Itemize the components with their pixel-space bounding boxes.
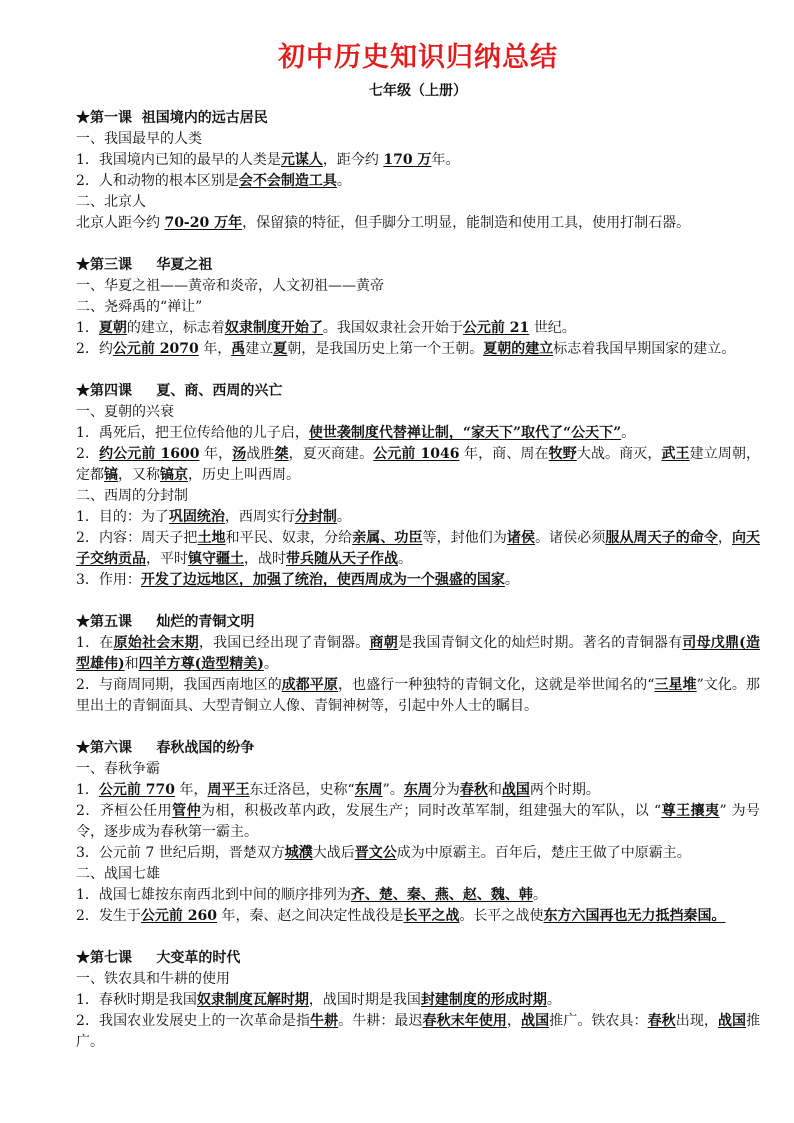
text-run: ， <box>717 530 732 546</box>
text-run: 大战。商灭， <box>576 446 662 462</box>
lesson-heading: ★第六课 春秋战国的纷争 <box>76 740 255 756</box>
text-run: 。 <box>621 425 636 441</box>
lesson-paragraph <box>76 1011 760 1053</box>
key-term: 战国 <box>717 1013 747 1029</box>
key-term: 奴隶制度开始了 <box>224 320 323 336</box>
key-term: 公元前 1046 <box>373 446 460 462</box>
text-run: ”文化。那里出土的青铜面具、大型青铜立人像、青铜神树等，引起中外人士的瞩目。 <box>76 677 760 714</box>
lesson-paragraph <box>76 276 760 297</box>
lesson-paragraph <box>76 570 760 591</box>
key-term: 管仲 <box>172 803 202 819</box>
text-run: 1．战国七雄按东南西北到中间的顺序排列为 <box>76 887 351 903</box>
key-term: 开发了边远地区，加强了统治，使西周成为一个强盛的国家 <box>140 572 505 588</box>
text-run: 一、我国最早的人类 <box>76 131 202 147</box>
document-title: 初中历史知识归纳总结 <box>278 42 558 73</box>
text-run: 和 <box>124 656 139 672</box>
text-run: 北京人距今约 <box>76 215 165 231</box>
text-run: ，我国已经出现了青铜器。 <box>198 635 370 651</box>
text-run: 年，秦、赵之间决定性战役是 <box>217 908 404 924</box>
text-run: 的建立，标志着 <box>126 320 225 336</box>
lesson-heading: ★第三课 华夏之祖 <box>76 257 213 273</box>
lesson-paragraph <box>76 633 760 675</box>
text-run: 。 <box>263 656 278 672</box>
text-run: 两个时期。 <box>529 782 600 798</box>
key-term: 四羊方尊(造型精美) <box>138 656 264 672</box>
lesson-paragraph <box>76 885 760 906</box>
text-run: 。 <box>546 992 561 1008</box>
text-run: 年， <box>198 341 232 357</box>
text-run: 为相，积极改革内政，发展生产；同时改革军制，组建强大的军队，以 “ <box>201 803 662 819</box>
text-run: 标志着我国早期国家的建立。 <box>553 341 736 357</box>
text-run: 2．约 <box>76 341 113 357</box>
lesson-paragraph <box>76 864 760 885</box>
lesson-paragraph <box>76 444 760 486</box>
key-term: 向天子交纳贡品 <box>76 530 761 567</box>
key-term: 公元前 770 <box>98 782 176 798</box>
text-run: 和平民、奴隶，分给 <box>225 530 353 546</box>
lesson-paragraph <box>76 129 760 150</box>
key-term: 亲属、功臣 <box>352 530 423 546</box>
text-run: 。 <box>336 509 351 525</box>
key-term: 东周 <box>403 782 432 798</box>
text-run: 3．公元前 7 世纪后期，晋楚双方 <box>76 845 285 861</box>
lesson-heading: ★第七课 大变革的时代 <box>76 950 241 966</box>
lesson-paragraph <box>76 402 760 423</box>
document-page <box>76 40 760 1053</box>
key-term: 公元前 2070 <box>112 341 199 357</box>
text-run: 。 <box>336 173 351 189</box>
key-term: 司母戊鼎(造型雄伟) <box>76 635 761 672</box>
lesson-paragraph <box>76 906 760 927</box>
key-term: 原始社会末期 <box>113 635 199 651</box>
text-run: 战胜 <box>246 446 275 462</box>
text-run: ， <box>506 1013 522 1029</box>
text-run: 2．内容：周天子把 <box>76 530 198 546</box>
key-term: 公元前 21 <box>462 320 530 336</box>
text-run: 东迁洛邑，史称“ <box>249 782 355 798</box>
lesson-paragraph <box>76 171 760 192</box>
text-run: ，历史上叫西周。 <box>188 467 300 483</box>
key-term: 巩固统治 <box>168 509 225 525</box>
text-run: 年， <box>175 782 208 798</box>
text-run: 建立 <box>245 341 274 357</box>
text-run: 分为 <box>431 782 460 798</box>
key-term: 镇守疆土 <box>188 551 244 567</box>
lesson-paragraph <box>76 213 760 234</box>
text-run: 2．发生于 <box>76 908 141 924</box>
lesson-paragraph <box>76 297 760 318</box>
key-term: 夏朝的建立 <box>483 341 554 357</box>
text-run: 出现， <box>675 1013 718 1029</box>
text-run: 推广。 <box>76 1013 761 1050</box>
text-run: 和 <box>487 782 502 798</box>
key-term: 商朝 <box>369 635 398 651</box>
text-run: 一、铁农具和牛耕的使用 <box>76 971 230 987</box>
text-run: 年， <box>199 446 233 462</box>
text-run: 1．在 <box>76 635 114 651</box>
key-term: 170 万 <box>383 152 432 168</box>
lesson-heading: ★第五课 灿烂的青铜文明 <box>76 614 255 630</box>
text-run: 。长平之战使 <box>459 908 544 924</box>
text-run: 二、尧舜禹的“禅让” <box>76 299 203 315</box>
key-term: 诸侯 <box>506 530 536 546</box>
text-run: 。 <box>504 572 519 588</box>
text-run: 二、西周的分封制 <box>76 488 188 504</box>
key-term: 使世袭制度代替禅让制，“家天下”取代了“公天下” <box>308 425 622 441</box>
key-term: 春秋 <box>647 1013 676 1029</box>
lesson-list <box>76 108 760 1053</box>
key-term: 元谋人 <box>280 152 323 168</box>
text-run: 。诸侯必须 <box>535 530 606 546</box>
key-term: 武王 <box>661 446 690 462</box>
grade-subtitle: 七年级（上册） <box>369 83 467 99</box>
lesson-heading: ★第四课 夏、商、西周的兴亡 <box>76 383 283 399</box>
key-term: 战国 <box>521 1013 550 1029</box>
text-run: 1．春秋时期是我国 <box>76 992 197 1008</box>
text-run: ，距今约 <box>322 152 384 168</box>
lesson-paragraph <box>76 339 760 360</box>
text-run: 1．目的：为了 <box>76 509 169 525</box>
text-run: 大战后 <box>312 845 355 861</box>
text-run: 世纪。 <box>529 320 576 336</box>
text-run: ，夏灭商建。 <box>288 446 374 462</box>
key-term: 禹 <box>231 341 246 357</box>
key-term: 约公元前 1600 <box>99 446 200 462</box>
key-term: 东方六国再也无力抵挡秦国。 <box>543 908 726 924</box>
key-term: 汤 <box>232 446 247 462</box>
text-run: 2．齐桓公任用 <box>76 803 173 819</box>
lesson-paragraph <box>76 486 760 507</box>
text-run: ，战国时期是我国 <box>308 992 421 1008</box>
lesson-paragraph <box>76 150 760 171</box>
text-run: 二、北京人 <box>76 194 146 210</box>
key-term: 春秋 <box>459 782 488 798</box>
key-term: 带兵随从天子作战 <box>286 551 398 567</box>
key-term: 70-20 万年 <box>164 215 243 231</box>
text-run: 一、夏朝的兴衰 <box>76 404 174 420</box>
key-term: 战国 <box>501 782 530 798</box>
key-term: 长平之战 <box>403 908 460 924</box>
text-run: 年，商、周在 <box>459 446 549 462</box>
text-run: 一、华夏之祖——黄帝和炎帝，人文初祖——黄帝 <box>76 278 384 294</box>
key-term: 镐 <box>104 467 118 483</box>
text-run: 朝，是我国历史上第一个王朝。 <box>287 341 484 357</box>
text-run: 2．与商周同期，我国西南地区的 <box>76 677 282 693</box>
text-run: 1．禹死后，把王位传给他的儿子启， <box>76 425 309 441</box>
text-run: ，保留猿的特征，但手脚分工明显，能制造和使用工具，使用打制石器。 <box>242 215 691 231</box>
key-term: 奴隶制度瓦解时期 <box>196 992 309 1008</box>
text-run: 2．我国农业发展史上的一次革命是指 <box>76 1013 311 1029</box>
lesson-paragraph <box>76 801 760 843</box>
text-run: 成为中原霸主。百年后，楚庄王做了中原霸主。 <box>396 845 691 861</box>
key-term: 周平王 <box>207 782 250 798</box>
text-run: 建立周朝，定都 <box>76 446 761 483</box>
lesson-paragraph <box>76 969 760 990</box>
key-term: 镐京 <box>160 467 188 483</box>
lesson-paragraph <box>76 423 760 444</box>
lesson-paragraph <box>76 843 760 864</box>
text-run: 1． <box>76 782 99 798</box>
key-term: 公元前 260 <box>140 908 218 924</box>
key-term: 会不会制造工具 <box>238 173 337 189</box>
key-term: 齐、楚、秦、燕、赵、魏、韩 <box>350 887 533 903</box>
text-run: 等，封他们为 <box>422 530 507 546</box>
text-run: ，平时 <box>146 551 188 567</box>
key-term: 三星堆 <box>654 677 697 693</box>
text-run: ，战时 <box>244 551 286 567</box>
key-term: 成都平原 <box>281 677 338 693</box>
text-run: 1．我国境内已知的最早的人类是 <box>76 152 281 168</box>
key-term: 城濮 <box>284 845 313 861</box>
text-run: ，也盛行一种独特的青铜文化，这就是举世闻名的“ <box>337 677 655 693</box>
text-run: 二、战国七雄 <box>76 866 160 882</box>
lesson-paragraph <box>76 528 760 570</box>
lesson-paragraph <box>76 990 760 1011</box>
text-run: 是我国青铜文化的灿烂时期。著名的青铜器有 <box>397 635 683 651</box>
text-run: 。 <box>398 551 412 567</box>
key-term: 分封制 <box>294 509 337 525</box>
lesson-heading: ★第一课 祖国境内的远古居民 <box>76 110 268 126</box>
text-run: 1． <box>76 320 99 336</box>
lesson-paragraph <box>76 192 760 213</box>
lesson-paragraph <box>76 675 760 717</box>
key-term: 夏 <box>273 341 288 357</box>
lesson-paragraph <box>76 759 760 780</box>
text-run: ，西周实行 <box>224 509 295 525</box>
text-run: ”。 <box>382 782 404 798</box>
text-run: 3．作用： <box>76 572 141 588</box>
key-term: 封建制度的形成时期 <box>420 992 547 1008</box>
text-run: 一、春秋争霸 <box>76 761 160 777</box>
key-term: 服从周天子的命令 <box>605 530 718 546</box>
text-run: ” 为号令，逐步成为春秋第一霸主。 <box>76 803 761 840</box>
lesson-paragraph <box>76 318 760 339</box>
text-run: 2． <box>76 446 100 462</box>
key-term: 牧野 <box>548 446 577 462</box>
key-term: 东周 <box>354 782 383 798</box>
text-run: 年。 <box>431 152 460 168</box>
text-run: 推广。铁农具： <box>549 1013 648 1029</box>
key-term: 牛耕 <box>310 1013 339 1029</box>
key-term: 土地 <box>197 530 226 546</box>
key-term: 夏朝 <box>98 320 127 336</box>
key-term: 尊王攘夷 <box>661 803 720 819</box>
text-run: 。牛耕：最迟 <box>338 1013 423 1029</box>
text-run: 。我国奴隶社会开始于 <box>322 320 463 336</box>
text-run: ，又称 <box>118 467 160 483</box>
text-run: 。 <box>532 887 547 903</box>
lesson-paragraph <box>76 507 760 528</box>
key-term: 春秋末年使用 <box>422 1013 507 1029</box>
key-term: 桀 <box>274 446 289 462</box>
lesson-paragraph <box>76 780 760 801</box>
text-run: 2．人和动物的根本区别是 <box>76 173 239 189</box>
key-term: 晋文公 <box>354 845 397 861</box>
